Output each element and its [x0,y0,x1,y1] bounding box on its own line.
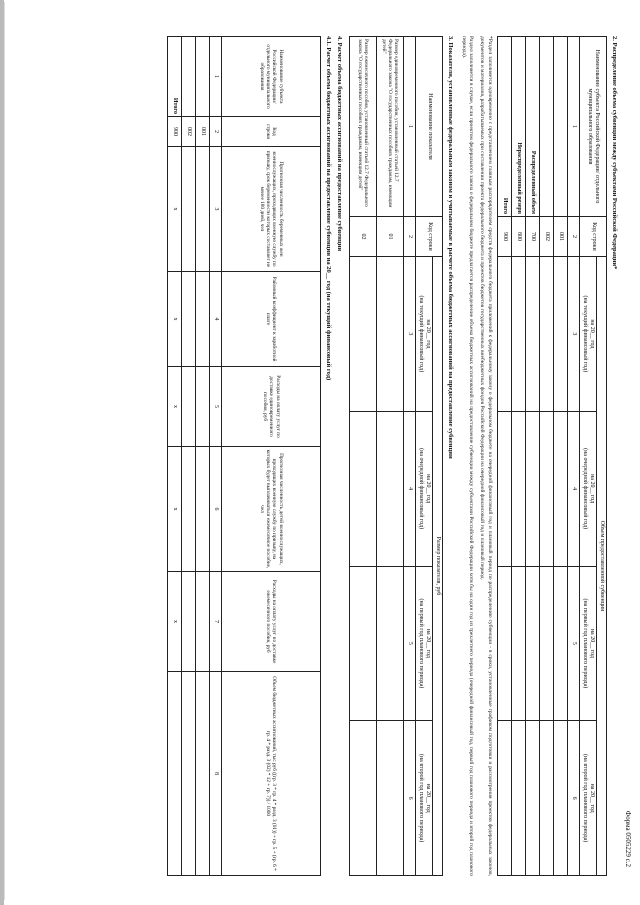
row-code: 900 [497,217,511,257]
row-code: 900 [168,117,182,147]
col-num: 2 [403,217,415,257]
cell-x: x [168,447,182,572]
row-code: 02 [349,217,376,257]
col-num: 1 [210,37,222,117]
header-volume-group: Объем предоставленной субвенции [597,257,607,876]
header-lumpsum-delivery: Расходы на оплату услуг по доставке единовременного пособия, руб [222,367,321,447]
col-num: 5 [210,367,222,447]
header-year-current: на 20__ год (на текущий финансовый год) [415,257,432,412]
header-year-next: на 20__ год (на очередной финансовый год) [579,411,596,566]
header-monthly-delivery: Расходы на оплату услуг по доставке ежемесячного пособия, руб [222,572,321,672]
col-num: 3 [567,257,579,412]
section-4-1-title: 4.1. Расчет объема бюджетных ассигнований на предоставление субвенции на 20__ год (на текущий финансовый год) [324,36,332,381]
scan-shadow [0,0,4,905]
row-code: 800 [511,217,525,257]
header-year-plan2: на 20__ год (на второй год планового периода) [415,721,432,876]
col-num: 4 [210,272,222,367]
section-2-title: 2. Распределение объема субвенции между субъектами Российской Федерации* [611,36,618,270]
header-code: Код строки [415,217,443,257]
col-num: 5 [567,566,579,721]
document-body [167,36,618,876]
section-4-title: 4. Расчет объема бюджетных ассигнований на предоставление субвенции [335,36,343,252]
header-year-current: на 20__ год (на текущий финансовый год) [579,257,596,412]
col-num: 4 [567,411,579,566]
col-num: 3 [210,147,222,272]
col-num: 7 [210,572,222,672]
table-row [497,37,511,876]
form-number: Форма 0505229 с.2 [624,810,632,867]
row-code: 700 [525,217,539,257]
section-3-title: 3. Показатели, установленные федеральным законом и учитываемые в расчете объема бюджетных ассигнований на предоставление субвенции [447,36,455,459]
header-year-plan1: на 20__ год (на первый год планового периода) [579,566,596,721]
cell-x: x [168,147,182,272]
row-code: 002 [182,117,196,147]
note-star: *Раздел заполняется одновременно с представлением главным распорядителем средств федерального бюджета приложений к федеральному закону о федеральном бюджете на очередной финансовый год и плановый период по распределению субвенции - в сроки, установленные графиком подготовки и рассмотрения проектов федеральных законов, документов и материалов, разрабатываемых при составлении проекта федерального бюджета и проектов бюджетов государственных внебюджетных фондов Российской Федерации на очередной финансовый год и плановый период. [479,36,493,876]
table-row [376,37,403,876]
col-num: 4 [403,411,415,566]
cell-x: x [168,272,182,367]
subvention-distribution-table [497,36,608,876]
col-num: 8 [210,672,222,876]
header-size-group: Размер показателя, руб [433,257,443,876]
indicators-table [349,36,444,876]
header-allocation: Объем бюджетных ассигнований, тыс руб ((гр. 3 * гр. 4 * разд. 3 (01)) + гр. 5 + (гр. 6 * гр. 4 * разд. 3 (02) * 12 + гр. 7)) / 1000 [222,672,321,876]
col-num: 1 [403,37,415,217]
col-num: 3 [403,257,415,412]
table-row [182,37,196,876]
calculation-table [167,36,321,876]
table-row [511,37,525,876]
row-label-undistributed: Нераспределенный резерв [511,37,525,217]
col-num: 5 [403,566,415,721]
table-row [553,37,567,876]
row-code: 002 [539,217,553,257]
row-code: 01 [376,217,403,257]
header-children-count: Прогнозная численность детей военнослужащих, проходящих военную службу по призыву, на которых будет выплачиваться ежемесячное пособие, чел [222,447,321,572]
header-year-plan1: на 20__ год (на первый год планового периода) [415,566,432,721]
row-label-total: Итого [497,37,511,217]
table-row [349,37,376,876]
table-row [168,37,182,876]
header-year-plan2: на 20__ год (на второй год планового периода) [579,721,596,876]
table-row [539,37,553,876]
header-subject: Наименование субъекта Российской Федерации/ отдельного муниципального образования [579,37,607,217]
header-regional-coef: Районный коэффициент к заработной плате [222,272,321,367]
table-row [525,37,539,876]
cell-x: x [168,367,182,447]
cell-x: x [168,572,182,672]
indicator-name: Размер ежемесячного пособия, установленный статьей 12.7 Федерального закона "О государственных пособиях гражданам, имеющим детей" [349,37,376,217]
col-num: 2 [210,117,222,147]
header-code: Код строки [579,217,607,257]
header-indicator: Наименование показателя [415,37,443,217]
row-code: 001 [553,217,567,257]
col-num: 6 [210,447,222,572]
indicator-name: Размер единовременного пособия, установленный статьей 12.7 Федерального закона "О государственных пособиях гражданам, имеющим детей" [376,37,403,217]
header-code: Код строки [222,117,321,147]
header-pregnant-count: Прогнозная численность беременных жен военнослужащих, проходящих военную службу по призыву, срок беременности которых составляет не менее 180 дней, чел [222,147,321,272]
col-num: 2 [567,217,579,257]
header-subject: Наименование субъекта Российской Федерации/ отдельного муниципального образования [222,37,321,117]
col-num: 1 [567,37,579,217]
note-second: Раздел заполняется в случае, если проектом федерального закона о федеральном бюджете предлагается распределение объема бюджетных ассигнований на предоставление субвенции между субъектами Российской Федерации хотя бы на один год из трехлетнего периода (очередной финансовый год, первый год планового периода и второй год планового периода). [461,36,475,876]
row-label-distributed: Распределенный объем [525,37,539,217]
row-code: 001 [196,117,210,147]
header-year-next: на 20__ год (на очередной финансовый год) [415,411,432,566]
row-label-total: Итого [168,37,182,117]
col-num: 6 [567,721,579,876]
col-num: 6 [403,721,415,876]
table-row [196,37,210,876]
